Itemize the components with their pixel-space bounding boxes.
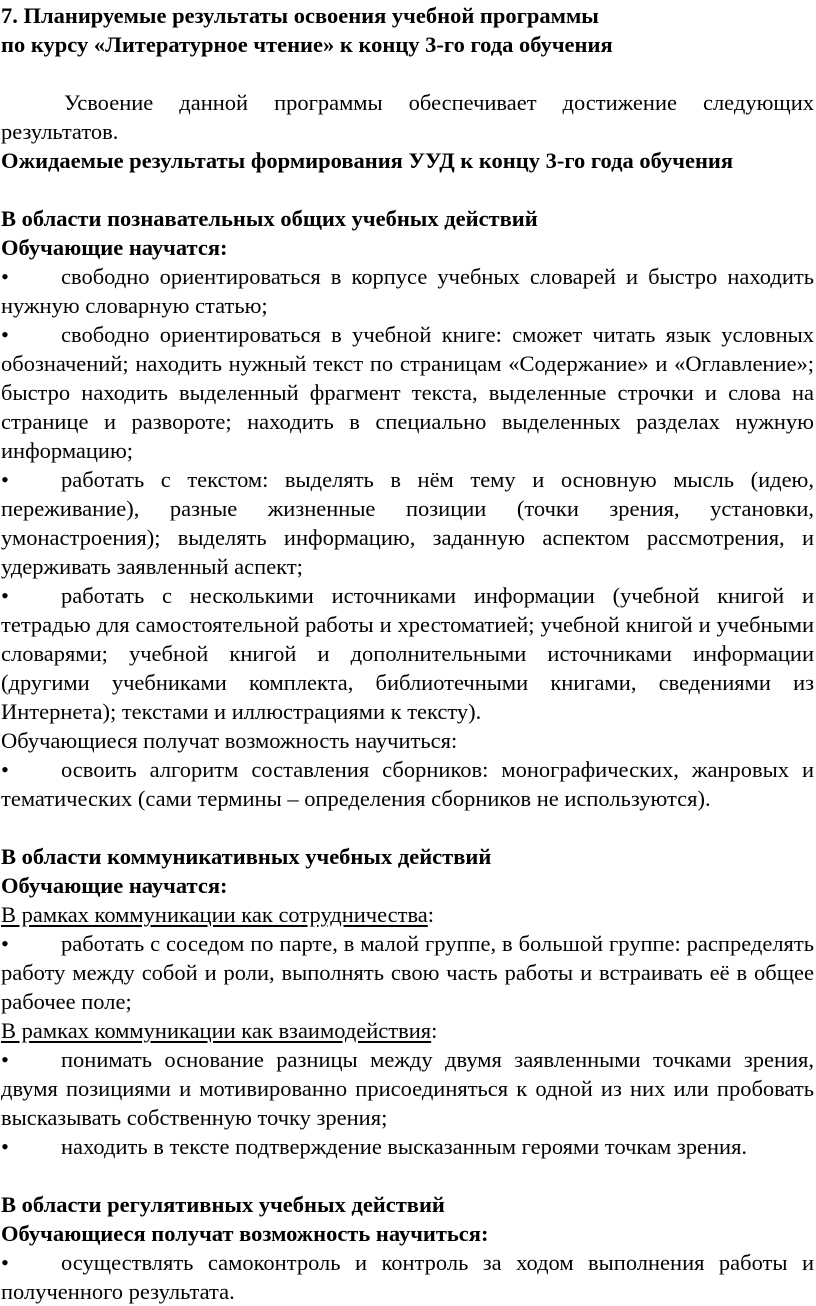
- bullet-icon: •: [1, 1047, 9, 1072]
- list-item: • работать с текстом: выделять в нём тему и основную мысль (идею, переживание), разные жизненные позиции (точки зрения, установки, умонастроения); выделять информацию, заданную аспектом рассмотрения, и удерживать заявленный аспект;: [1, 467, 814, 579]
- section2-sub2-label: В рамках коммуникации как взаимодействия:: [1, 1018, 438, 1043]
- section1-heading: В области познавательных общих учебных действий: [1, 206, 538, 231]
- spacer: [1, 59, 814, 88]
- list-item: • свободно ориентироваться в корпусе учебных словарей и быстро находить нужную словарную статью;: [1, 264, 814, 318]
- bullet-icon: •: [1, 467, 9, 492]
- bullet-icon: •: [1, 322, 9, 347]
- title-line-2: по курсу «Литературное чтение» к концу 3-го года обучения: [1, 32, 613, 57]
- bullet-icon: •: [1, 264, 9, 289]
- expected-results-heading: Ожидаемые результаты формирования УУД к концу 3-го года обучения: [1, 148, 734, 173]
- spacer: [1, 175, 814, 204]
- section2-heading: В области коммуникативных учебных действий: [1, 844, 492, 869]
- spacer: [1, 813, 814, 842]
- title-line-1: 7. Планируемые результаты освоения учебной программы: [1, 3, 599, 28]
- section2-sub1-label: В рамках коммуникации как сотрудничества:: [1, 902, 435, 927]
- section3-opportunity-heading: Обучающиеся получат возможность научиться:: [1, 1221, 489, 1246]
- list-item: • работать с несколькими источниками информации (учебной книгой и тетрадью для самостоятельной работы и хрестоматией; учебной книгой и учебными словарями; учебной книгой и дополнительными источниками информации (другими учебниками комплекта, библиотечными книгами, сведениями из Интернета); текстами и иллюстрациями к тексту).: [1, 583, 814, 724]
- bullet-icon: •: [1, 1250, 9, 1275]
- section1-opportunity-heading: Обучающиеся получат возможность научиться:: [1, 728, 458, 753]
- list-item: • освоить алгоритм составления сборников: монографических, жанровых и тематических (сами термины – определения сборников не используются).: [1, 757, 814, 811]
- list-item: • находить в тексте подтверждение высказанным героями точкам зрения.: [1, 1134, 748, 1159]
- bullet-icon: •: [1, 1134, 9, 1159]
- bullet-icon: •: [1, 757, 9, 782]
- list-item: • осуществлять самоконтроль и контроль за ходом выполнения работы и полученного результата.: [1, 1250, 814, 1304]
- bullet-icon: •: [1, 583, 9, 608]
- intro-paragraph: Усвоение данной программы обеспечивает достижение следующих результатов.: [1, 90, 814, 144]
- section1-learn-heading: Обучающие научатся:: [1, 235, 228, 260]
- list-item: • свободно ориентироваться в учебной книге: сможет читать язык условных обозначений; находить нужный текст по страницам «Содержание» и «Оглавление»; быстро находить выделенный фрагмент текста, выделенные строчки и слова на странице и развороте; находить в специально выделенных разделах нужную информацию;: [1, 322, 814, 463]
- list-item: • понимать основание разницы между двумя заявленными точками зрения, двумя позициями и мотивированно присоединяться к одной из них или пробовать высказывать собственную точку зрения;: [1, 1047, 814, 1130]
- section2-learn-heading: Обучающие научатся:: [1, 873, 228, 898]
- section3-heading: В области регулятивных учебных действий: [1, 1192, 445, 1217]
- list-item: • работать с соседом по парте, в малой группе, в большой группе: распределять работу между собой и роли, выполнять свою часть работы и встраивать её в общее рабочее поле;: [1, 931, 814, 1014]
- bullet-icon: •: [1, 931, 9, 956]
- spacer: [1, 1161, 814, 1190]
